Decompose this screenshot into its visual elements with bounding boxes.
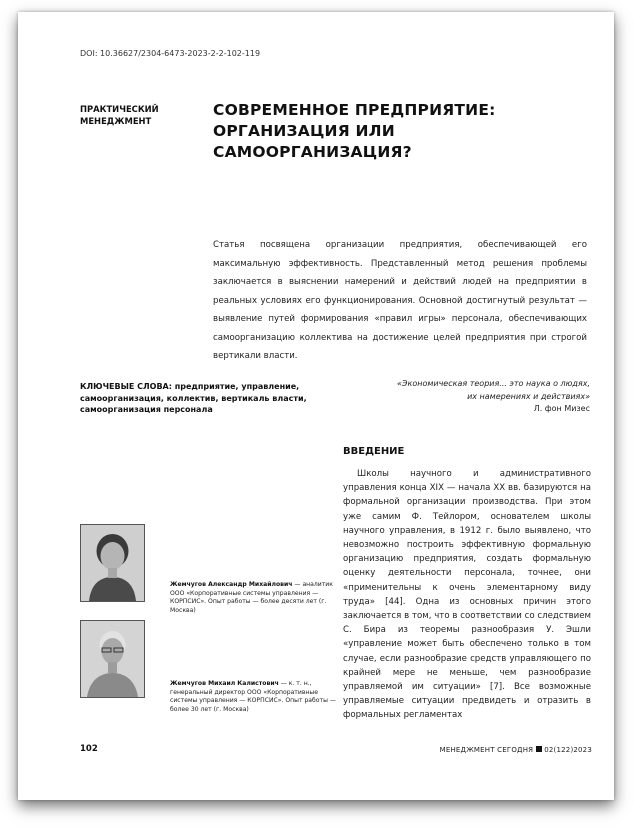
portrait-icon: [81, 621, 144, 697]
author-info-2: — к. т. н., генеральный директор ООО «Корпоративные системы управления — КОРПСИС». Опыт работы — более 30 лет (г. Москва): [170, 680, 336, 713]
section-line-1: ПРАКТИЧЕСКИЙ: [80, 104, 159, 114]
epigraph-author: Л. фон Мизес: [533, 404, 590, 413]
epigraph-line-2: их намерениях и действиях»: [467, 391, 590, 401]
doi: DOI: 10.36627/2304-6473-2023-2-2-102-119: [80, 49, 261, 58]
intro-heading: ВВЕДЕНИЕ: [343, 446, 405, 457]
author-bio-2: [170, 680, 342, 714]
journal-footer: [440, 746, 592, 754]
author-photo-2: [80, 620, 145, 698]
keywords-text: предприятие, управление, самоорганизация, коллектив, вертикаль власти, самоорганизация персонала: [80, 382, 307, 414]
title-line-1: СОВРЕМЕННОЕ ПРЕДПРИЯТИЕ:: [213, 101, 496, 119]
intro-paragraph: Школы научного и административного управления конца XIX — начала XX вв. базируются на формальной организации производства. При этом уже самим Ф. Тейлором, основателем школы научного управления, в 1912 г. было выявлено, что невозможно построить эффективную формальную организацию предприятия, создать формальную оценку деятельности персонала, точнее, они «применительны к очень элементарному виду труда» [44]. Одна из основных причин этого заключается в том, что в соответствии со следствием С. Бира из теоремы разнообразия У. Эшли «управление может быть обеспечено только в том случае, если разнообразие средств управляющего по крайней мере не меньше, чем разнообразие управляемой им ситуации» [7]. Все возможные управляемые ситуации предвидеть и отразить в формальных регламентах: [343, 469, 591, 721]
abstract: Статья посвящена организации предприятия, обеспечивающей его максимальную эффективность. Представленный метод решения проблемы заключается в выяснении намерений и действий людей на предприятии в реальных условиях его функционирования. Основной достигнутый результат — выявление путей формирования «правил игры» персонала, обеспечивающих самоорганизацию коллектива на достижение целей предприятия при строгой вертикали власти.: [213, 240, 587, 361]
journal-name: МЕНЕДЖМЕНТ СЕГОДНЯ: [439, 746, 534, 754]
square-separator-icon: [536, 746, 542, 752]
title-line-2: ОРГАНИЗАЦИЯ ИЛИ САМООРГАНИЗАЦИЯ?: [213, 122, 412, 161]
page-number: 102: [80, 744, 98, 754]
epigraph-line-1: «Экономическая теория... это наука о людях,: [396, 379, 590, 388]
keywords-label: КЛЮЧЕВЫЕ СЛОВА:: [80, 382, 172, 391]
article-title: [213, 100, 593, 163]
section-line-2: МЕНЕДЖМЕНТ: [80, 116, 152, 126]
author-bio-1: [170, 581, 342, 615]
journal-issue: 02(122)2023: [544, 746, 592, 754]
epigraph: [358, 378, 590, 416]
author-name-1: Жемчугов Александр Михайлович: [170, 581, 293, 588]
intro-body: [343, 467, 591, 723]
section-label: [80, 103, 190, 127]
keywords: [80, 381, 345, 416]
author-photo-1: [80, 524, 145, 602]
journal-page: [18, 12, 614, 800]
author-name-2: Жемчугов Михаил Калистович: [170, 680, 279, 687]
portrait-icon: [81, 525, 144, 601]
author-info-1: — аналитик ООО «Корпоративные системы управления — КОРПСИС». Опыт работы — более десяти лет (г. Москва): [170, 581, 333, 614]
